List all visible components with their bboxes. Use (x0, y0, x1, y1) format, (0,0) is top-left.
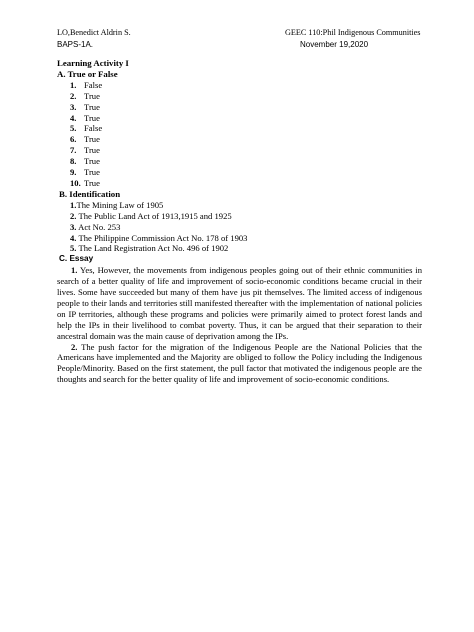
identification-item (57, 233, 422, 244)
item-answer: The Public Land Act of 1913,1915 and 1925 (76, 210, 232, 221)
identification-item (57, 243, 422, 254)
item-answer: True (84, 134, 100, 145)
item-number: 3. (70, 221, 77, 232)
true-false-item (57, 80, 422, 91)
item-answer: True (84, 101, 100, 112)
course-title: GEEC 110:Phil Indigenous Communities (285, 28, 421, 37)
essay-paragraph (57, 342, 422, 386)
item-number: 4. (70, 112, 77, 123)
essay-text: The push factor for the migration of the Indigenous People are the National Policies that the Americans have implemented and the Majority are obliged to follow the Policy including the Indigenous People/Minority. Based on the first statement, the pull factor that motivated the indigenous people are the thoughts and search for the better quality of life and improvement of socio-economic conditions. (57, 341, 422, 385)
activity-title: Learning Activity I (57, 58, 129, 68)
item-number: 2. (70, 90, 77, 101)
item-answer: True (84, 90, 100, 101)
item-number: 9. (70, 167, 77, 178)
identification-item (57, 211, 422, 222)
item-answer: The Land Registration Act No. 496 of 1902 (76, 243, 229, 254)
document-body (57, 58, 422, 385)
submission-date: November 19,2020 (300, 40, 369, 49)
identification-item (57, 222, 422, 233)
item-answer: The Philippine Commission Act No. 178 of 1903 (76, 232, 248, 243)
part-c-heading: C. Essay (59, 254, 94, 264)
part-b-heading: B. Identification (59, 188, 121, 199)
true-false-item (57, 113, 422, 124)
true-false-item (57, 91, 422, 102)
item-number: 1. (71, 265, 78, 276)
identification-item (57, 200, 422, 211)
item-number: 2. (71, 341, 78, 352)
true-false-list (57, 80, 422, 189)
item-number: 5. (70, 123, 77, 134)
true-false-item (57, 167, 422, 178)
item-number: 2. (70, 210, 77, 221)
student-name: LO,Benedict Aldrin S. (57, 28, 131, 37)
item-answer: True (84, 167, 100, 178)
item-number: 10. (70, 177, 81, 188)
item-answer: True (84, 156, 100, 167)
essay-paragraph (57, 265, 422, 341)
identification-list (57, 200, 422, 255)
item-number: 8. (70, 156, 77, 167)
true-false-item (57, 156, 422, 167)
item-number: 6. (70, 134, 77, 145)
item-answer: True (84, 145, 100, 156)
true-false-item (57, 102, 422, 113)
true-false-item (57, 123, 422, 134)
item-answer: The Mining Law of 1905 (76, 199, 164, 210)
essay-text: Yes, However, the movements from indigenous peoples going out of their ethnic communities in search of a better quality of life and improvement of socio-economic conditions became crucial in their lives. Some have succeeded but many of them have jus pit themselves. The limited access of indigenous people to their lands and territories still manifested thereafter with the implementation of national policies on IP territories, although these programs and policies were primarily aimed to protect forest lands and help the IPs in their livelihood to combat poverty. Thus, it can be argued that their separation to their ancestral domain was the main cause of deprivation among the IPs. (57, 265, 422, 341)
item-number: 5. (70, 243, 77, 254)
true-false-item (57, 145, 422, 156)
student-section: BAPS-1A. (57, 40, 94, 49)
true-false-item (57, 178, 422, 189)
item-answer: False (84, 123, 103, 134)
item-answer: True (84, 177, 100, 188)
true-false-item (57, 134, 422, 145)
part-a-heading: A. True or False (57, 68, 118, 79)
item-number: 3. (70, 101, 77, 112)
item-number: 4. (70, 232, 77, 243)
item-number: 1. (70, 199, 77, 210)
item-answer: Act No. 253 (76, 221, 121, 232)
item-answer: True (84, 112, 100, 123)
item-answer: False (84, 79, 103, 90)
item-number: 1. (70, 79, 77, 90)
item-number: 7. (70, 145, 77, 156)
essay-answers (57, 265, 422, 385)
